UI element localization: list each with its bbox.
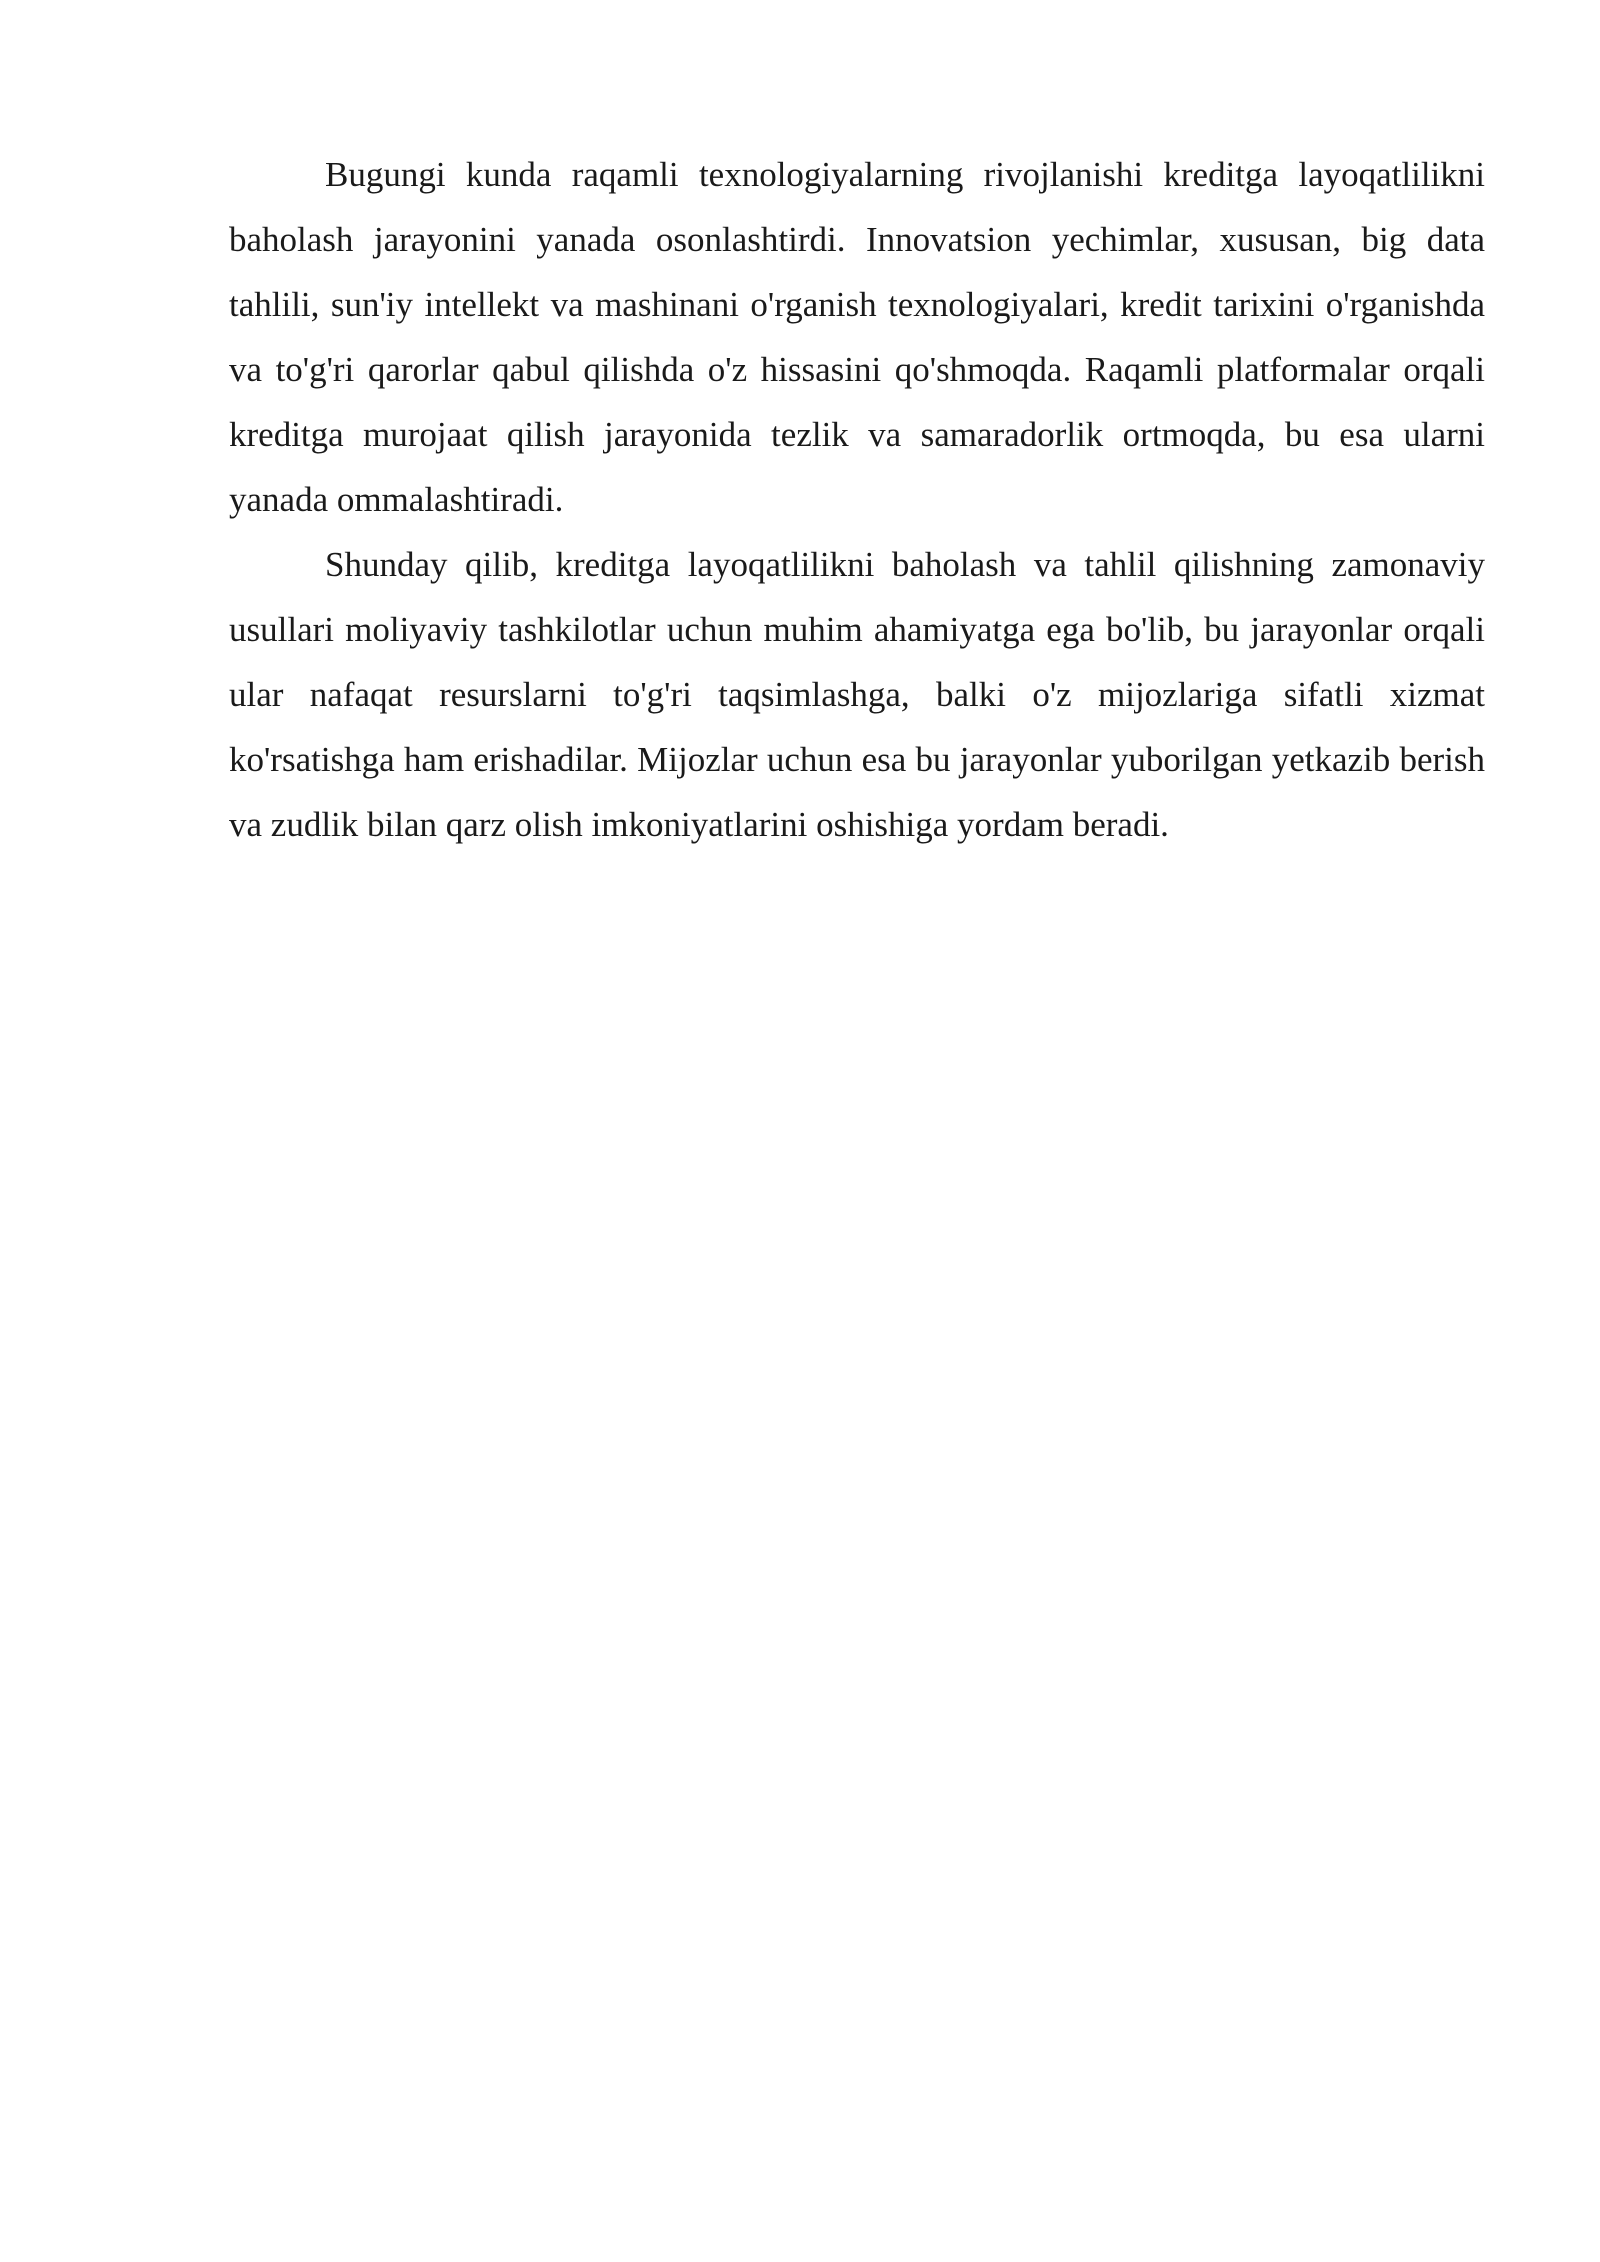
paragraph-conclusion: Shunday qilib, kreditga layoqatlilikni baholash va tahlil qilishning zamonaviy usullari moliyaviy tashkilotlar uchun muhim ahamiyatga ega bo'lib, bu jarayonlar orqali ular nafaqat resurslarni to'g'ri taqsimlashga, balki o'z mijozlariga sifatli xizmat ko'rsatishga ham erishadilar. Mijozlar uchun esa bu jarayonlar yuborilgan yetkazib berish va zudlik bilan qarz olish imkoniyatlarini oshishiga yordam beradi. [229,545,1485,844]
body-text [229,142,1485,857]
paragraph-digital-technologies: Bugungi kunda raqamli texnologiyalarning rivojlanishi kreditga layoqatlilikni baholash jarayonini yanada osonlashtirdi. Innovatsion yechimlar, xususan, big data tahlili, sun'iy intellekt va mashinani o'rganish texnologiyalari, kredit tarixini o'rganishda va to'g'ri qarorlar qabul qilishda o'z hissasini qo'shmoqda. Raqamli platformalar orqali kreditga murojaat qilish jarayonida tezlik va samaradorlik ortmoqda, bu esa ularni yanada ommalashtiradi. [229,155,1485,519]
